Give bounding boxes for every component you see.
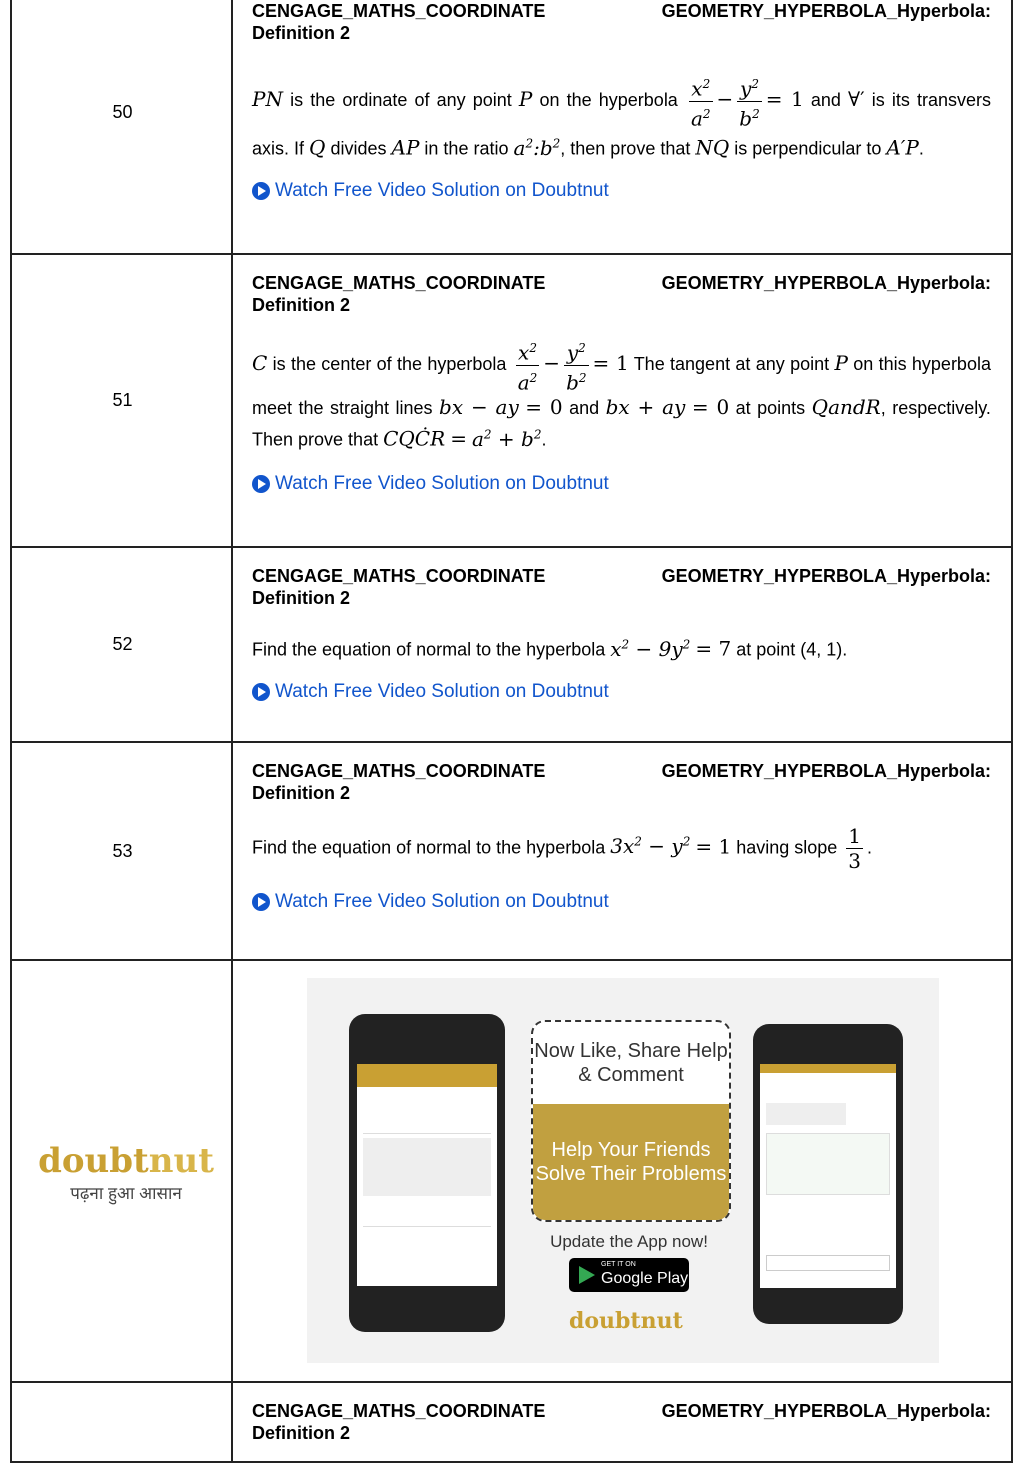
question-source-subheader: Definition 2 [252, 23, 350, 43]
question-text: PN is the ordinate of any point P on the hyperbola $\frac{x^2}{a^2}$ − $\frac{y^2}{b^2}$ = 1 and ∀′ is its transvers axis. If Q divides AP in the ratio $a^2:b^2$, then prove that NQ is perpendicular to A′P. [252, 76, 991, 160]
play-icon [252, 475, 270, 493]
number-cell [12, 0, 233, 253]
question-source-header: CENGAGE_MATHS_COORDINATE GEOMETRY_HYPERBOLA_Hyperbola: [252, 761, 991, 781]
app-promo-banner[interactable] [307, 978, 939, 1363]
question-number: 50 [112, 102, 133, 122]
question-row-52 [10, 548, 1013, 743]
number-cell [12, 1383, 233, 1461]
doubtnut-logo: doubtnut पढ़ना हुआ आसान [38, 1141, 214, 1203]
question-source-subheader: Definition 2 [252, 295, 350, 315]
question-row-53 [10, 743, 1013, 961]
play-store-icon [579, 1266, 595, 1284]
watch-video-link[interactable]: Watch Free Video Solution on Doubtnut [252, 891, 991, 913]
question-text: C is the center of the hyperbola $\frac{x^2}{a^2}$ − $\frac{y^2}{b^2}$ = 1 The tangent at any point P on this hyperbola meet the straight lines bx − ay = 0 and bx + ay = 0 at points QandR, respectively. Then prove that CQĊR = $a^2 + b^2$. [252, 340, 991, 451]
promo-card: Now Like, Share Help & Comment Help Your Friends Solve Their Problems [531, 1020, 731, 1222]
question-number: 51 [112, 390, 133, 410]
number-cell [12, 548, 233, 741]
question-text: Find the equation of normal to the hyperbola $x^2 - 9y^2 = 7$ at point (4, 1). [252, 636, 848, 661]
question-source-subheader: Definition 2 [252, 1423, 350, 1443]
number-cell [12, 743, 233, 959]
question-source-header: CENGAGE_MATHS_COORDINATE GEOMETRY_HYPERBOLA_Hyperbola: [252, 1, 991, 21]
play-icon [252, 893, 270, 911]
question-source-header: CENGAGE_MATHS_COORDINATE GEOMETRY_HYPERBOLA_Hyperbola: [252, 273, 991, 293]
play-icon [252, 182, 270, 200]
logo-cell [12, 961, 233, 1381]
phone-mockup-right [753, 1024, 903, 1324]
question-text: Find the equation of normal to the hyperbola $3x^2 - y^2 = 1$ having slope $\frac{1}{3}$ . [252, 824, 873, 873]
question-row-next [10, 1383, 1013, 1463]
question-source-header: CENGAGE_MATHS_COORDINATE GEOMETRY_HYPERBOLA_Hyperbola: [252, 566, 991, 586]
advertisement-row [10, 961, 1013, 1383]
question-number: 52 [112, 634, 133, 654]
question-row-51 [10, 255, 1013, 548]
ad-logo: doubtnut [569, 1308, 683, 1334]
question-source-subheader: Definition 2 [252, 783, 350, 803]
question-number: 53 [112, 841, 133, 861]
number-cell [12, 255, 233, 546]
watch-video-link[interactable]: Watch Free Video Solution on Doubtnut [252, 681, 991, 703]
play-icon [252, 683, 270, 701]
update-app-text: Update the App now! [550, 1232, 708, 1251]
watch-video-link[interactable]: Watch Free Video Solution on Doubtnut [252, 473, 991, 495]
question-source-header: CENGAGE_MATHS_COORDINATE GEOMETRY_HYPERBOLA_Hyperbola: [252, 1401, 991, 1421]
google-play-badge[interactable]: GET IT ON Google Play [569, 1258, 689, 1292]
question-row-50 [10, 0, 1013, 255]
watch-video-link[interactable]: Watch Free Video Solution on Doubtnut [252, 180, 991, 202]
phone-mockup-left [349, 1014, 505, 1332]
question-source-subheader: Definition 2 [252, 588, 350, 608]
